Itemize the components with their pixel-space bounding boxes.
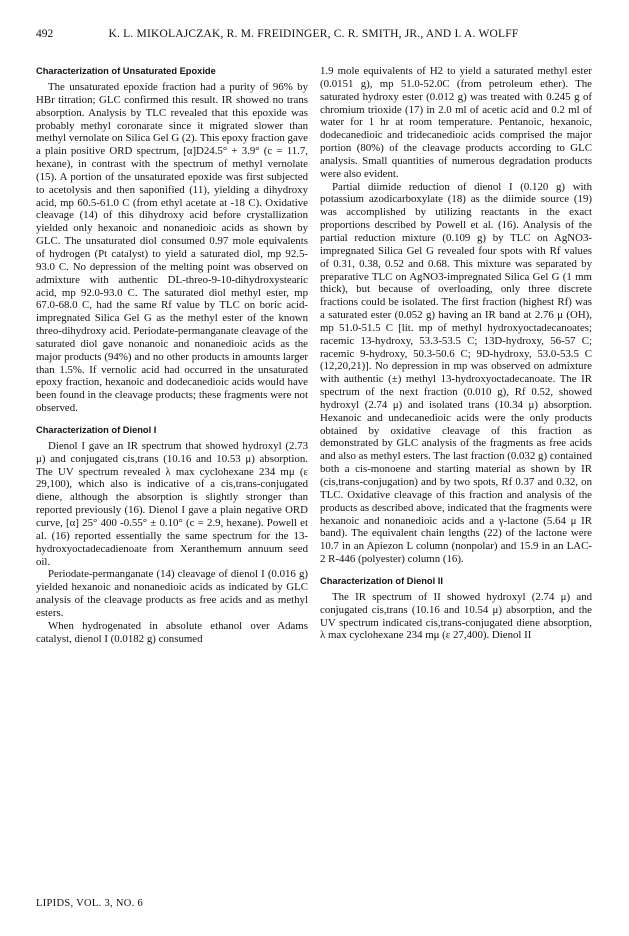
journal-footer: LIPIDS, VOL. 3, NO. 6: [36, 898, 144, 909]
section-heading-dienol-ii: Characterization of Dienol II: [320, 575, 443, 586]
right-column: [320, 65, 592, 642]
section-heading-unsaturated-epoxide: Characterization of Unsaturated Epoxide: [36, 66, 216, 76]
left-column: [36, 65, 308, 645]
paragraph-dienol-i-hydrogenation: When hydrogenated in absolute ethanol over Adams catalyst, dienol I (0.0182 g) consumed: [36, 619, 308, 645]
section-heading-dienol-i: Characterization of Dienol I: [36, 424, 157, 435]
paragraph-dienol-i-cleavage: Periodate-permanganate (14) cleavage of dienol I (0.016 g) yielded hexanoic and nonanedioic acids as indicated by GLC analysis of the cleavage products as free acids and as methyl esters.: [36, 568, 308, 619]
author-line: K. L. MIKOLAJCZAK, R. M. FREIDINGER, C. R. SMITH, JR., AND I. A. WOLFF: [108, 28, 519, 40]
paragraph-dienol-ii: The IR spectrum of II showed hydroxyl (2.74 μ) and conjugated cis,trans (10.16 and 10.54 μ) absorption, and the UV spectrum indicated cis,trans-conjugated diene absorption, λ max cyclohexane 234 mμ (ε 27,400). Dienol II: [320, 590, 592, 642]
page-number: 492: [36, 28, 54, 40]
running-header: [36, 28, 591, 44]
paragraph-epoxide: The unsaturated epoxide fraction had a purity of 96% by HBr titration; GLC confirmed this result. IR showed no trans absorption. Analysis by TLC revealed that this epoxide was probably methyl coronarate since it migrated slower than methyl vernolate on Silica Gel G (2). This epoxy fraction gave a plain positive ORD spectrum, [α]D24.5° + 3.9° (c = 11.7, hexane), in contrast with the spectrum of methyl vernolate (15). A portion of the unsaturated epoxide was first subjected to acetolysis and then saponified (11), yielding a dihydroxy acid, mp 60.5-61.0 C (from ethyl acetate at -18 C). Oxidative cleavage (14) of this dihydroxy acid before crystallization yielded only hexanoic and nonanedioic acids as shown by GLC. The unsaturated diol consumed 0.97 mole equivalents of hydrogen (Pt catalyst) to yield a saturated diol, mp 92.5-93.0 C. No depression of the melting point was observed on admixture with authentic DL-threo-9-10-dihydroxystearic acid, mp 92.0-93.0 C. The saturated diol methyl ester, mp 67.0-68.0 C, had the same Rf value by TLC on boric acid-impregnated Silica Gel G as the methyl ester of the known threo-dihydroxy acid. Periodate-permanganate cleavage of the saturated diol gave nonanoic and nonanedioic acids as the major products (94%) and no other products in amounts larger than 1.5%. If vernolic acid had occurred in the unsaturated epoxy fraction, hexanoic and dodecanedioic acids would have been found in the cleavage products; these fragments were not observed.: [36, 81, 308, 415]
paragraph-diimide-reduction: Partial diimide reduction of dienol I (0.120 g) with potassium azodicarboxylate (18) as the diimide source (19) was accomplished by utilizing reactants in the exact proportions described by Powell et al. (16). Analysis of the partial reduction mixture (0.109 g) by TLC on AgNO3-impregnated Silica Gel G revealed four spots with Rf values of 0.31, 0.38, 0.52 and 0.68. This mixture was separated by preparative TLC on AgNO3-impregnated Silica Gel G (1 mm thick), but because of overloading, only three discrete fractions could be isolated. The first fraction (highest Rf) was a saturated ester (0.052 g) having an IR band at 2.76 μ (OH), mp 51.0-51.5 C [lit. mp of methyl hydroxyoctadecanoates; racemic 13-hydroxy, 53.3-53.5 C; 13D-hydroxy, 56-57 C; racemic 9-hydroxy, 50.3-50.6 C; 9D-hydroxy, 53.0-53.5 C (12,20,21)]. No depression in mp was observed on admixture with authentic (±) methyl 13-hydroxyoctadecanoate. The IR spectrum of the next fraction (0.010 g), Rf 0.52, showed hydroxyl (2.74 μ) and isolated trans (10.34 μ) absorption. Hexanoic and undecanedioic acids were the only products obtained by oxidative cleavage of this fraction as demonstrated by GLC analysis of the fragments as free acids and also as methyl esters. The last fraction (0.032 g) contained both a cis-monoene and starting material as shown by IR (cis,trans-conjugation) and by two spots, Rf 0.37 and 0.32, on TLC. Oxidative cleavage of this fraction and analysis of the products as described above, indicated that the fragments were hexanoic and nonanedioic acids and a γ-lactone (5.64 μ IR band). The equivalent chain lengths (22) of the lactone were 10.7 in an Apiezon L column (nonpolar) and 15.9 in an LAC-2 R-446 (polyester) column (16).: [320, 180, 592, 566]
paragraph-dienol-i-ir: Dienol I gave an IR spectrum that showed hydroxyl (2.73 μ) and conjugated cis,trans (10.16 and 10.53 μ) absorption. The UV spectrum revealed λ max cyclohexane 234 mμ (ε 29,100), which also is indicative of a cis,trans-conjugated diene, although the absorption is slightly stronger than reported previously (16). Dienol I gave a plain negative ORD curve, [α] 25° 400 -0.55° ± 0.10° (c = 2.9, hexane). Powell et al. (16) reported essentially the same spectrum for the 13-hydroxyoctadecadienoate from Xeranthemum annuum seed oil.: [36, 439, 308, 568]
paragraph-hydrogenation-cont: 1.9 mole equivalents of H2 to yield a saturated methyl ester (0.0151 g), mp 51.0-52.0C (from petroleum ether). The saturated hydroxy ester (0.012 g) was treated with 0.245 g of chromium trioxide (17) in 2.0 ml of acetic acid and 0.2 ml of water for 1 hr at room temperature. Pentanoic, hexanoic, dodecanedioic and tridecanedioic acids comprised the major portion (80%) of the cleavage products according to GLC analysis. Small quantities of numerous degradation products were also evident.: [320, 65, 592, 180]
